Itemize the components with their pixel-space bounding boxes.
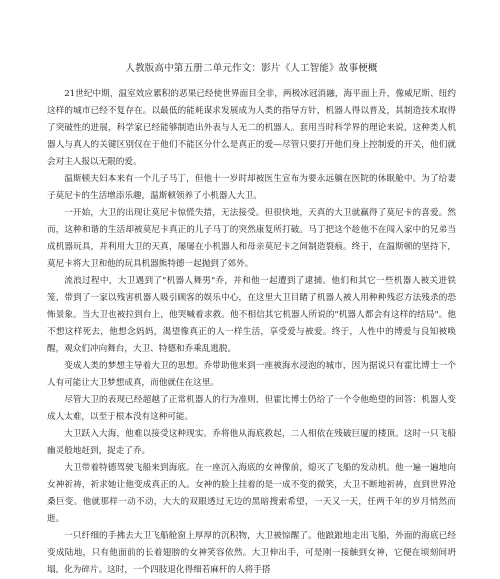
paragraph-9: 一只纤细的手拂去大卫飞船舱窗上厚厚的沉积物，大卫被惊醒了。他踉踉地走出飞船，外面的海底已经变成陆地，只有他面前的长着翅膀的女神笑容依然。大卫伸出手，可是刚一接触到女神，它便在顷刻间坍塌，化为碎片。这时，一个四肢退化得细若麻杆的人将手搭 — [47, 531, 456, 575]
paragraph-8: 大卫带着特德驾驶飞船来到海底。在一座沉入海底的女神像前，熄灭了飞船的发动机。他一遍一遍地向女神祈祷，祈求她让他变成真正的人。女神的脸上挂着的是一成不变的微笑，大卫不断地祈祷，直到世界沧桑巨变。他就那样一动不动，大大的双眼透过无边的黑暗搜索希望，一天又一天，任两千年的岁月悄然而逝。 — [47, 463, 456, 524]
paragraph-2: 温斯顿夫妇本来有一个儿子马丁，但他十一岁时却被医生宣布为要永远躺在医院的休眠舱中。为了给妻子莫尼卡的生活增添乐趣，温斯顿领养了小机器人大卫。 — [47, 174, 456, 201]
paragraph-4: 流浪过程中，大卫遇到了"机器人舞男"乔，并和他一起遭到了逮捕。他们和其它一些机器人被关进铁笼，带到了一家以残害机器人吸引顾客的娱乐中心，在这里大卫目睹了机器人被人用种种残忍方法残杀的恐怖景象。当大卫也被拉到台上，他哭喊着求救。他不相信其它机器人所说的"机器人都会有这样的结局"。他不想这样死去，他想念妈妈，渴望像真正的人一样生活，享受爱与被爱。终于，人性中的博爱与良知被唤醒，观众们冲向舞台，大卫、特德和乔乘乱逃脱。 — [47, 276, 456, 354]
document-body — [47, 86, 456, 579]
paragraph-3: 一开始，大卫的出现让莫尼卡惊慌失措，无法接受。但很快地，天真的大卫就赢得了莫尼卡的喜爱。然而，这种和谐的生活却被莫尼卡真正的儿子马丁的突然康复所打破。马丁把这个趁他不在闯入家中的兄弟当成机器玩具，并利用大卫的天真，屡屡在小机器人和母亲莫尼卡之间制造裂痕。终于，在温斯顿的坚持下，莫尼卡将大卫和他的玩具机器熊特德一起抛到了郊外。 — [47, 208, 456, 269]
document-title: 人教版高中第五册二单元作文：影片《人工智能》故事梗概 — [125, 63, 378, 74]
paragraph-5: 变成人类的梦想主导着大卫的思想。乔带助他来到一座被海水浸泡的城市，因为据说只有霍比博士一个人有可能让大卫梦想成真，而他就住在这里。 — [47, 361, 456, 388]
paragraph-7: 大卫跃入大海，他难以接受这种现实。乔将他从海底救起，二人相依在残破巨厦的楼顶。这时一只飞船幽灵般地赶到，捉走了乔。 — [47, 429, 456, 456]
paragraph-6: 尽管大卫的表现已经超越了正常机器人的行为准则，但霍比博士仍给了一个令他绝望的回答：机器人变成人太难，以至于根本没有这种可能。 — [47, 395, 456, 422]
paragraph-1: 21世纪中期，温室效应累积的恶果已经使世界面目全非，两极冰冠消融，海平面上升，像威尼斯、纽约这样的城市已经不复存在。以最低的能耗谋求发展成为人类的指导方针，机器人得以普及，其制造技术取得了突破性的进展，科学家已经能够制造出外表与人无二的机器人。套用当时科学界的理论来说，这种类人机器人与真人的关键区别仅在于他们不能区分什么是真正的爱—尽管只要打开他们身上控制爱的开关，他们就会对主人报以无限的爱。 — [47, 89, 456, 167]
